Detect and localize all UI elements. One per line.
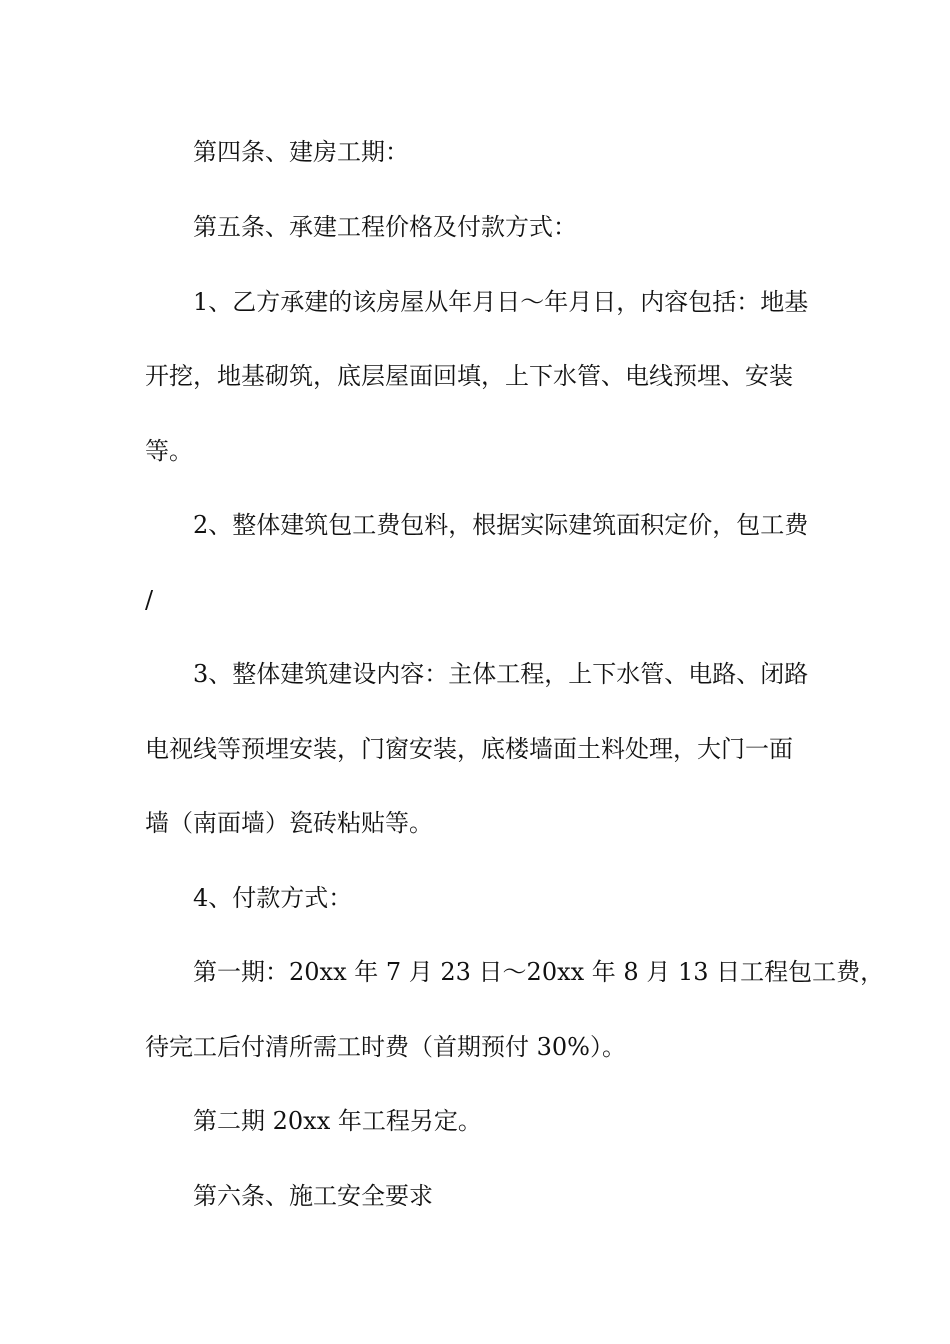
article-4-heading: 第四条、建房工期： <box>193 138 409 166</box>
paragraph-line: 3、整体建筑建设内容：主体工程，上下水管、电路、闭路 <box>193 660 809 688</box>
paragraph-line: 待完工后付清所需工时费（首期预付 30%）。 <box>145 1033 626 1061</box>
paragraph-line: 电视线等预埋安装，门窗安装，底楼墙面土料处理，大门一面 <box>145 735 793 763</box>
paragraph-line: 1、乙方承建的该房屋从年月日～年月日，内容包括：地基 <box>193 288 809 316</box>
paragraph-line: 第一期：20xx 年 7 月 23 日～20xx 年 8 月 13 日工程包工费， <box>193 958 885 986</box>
paragraph-line: 2、整体建筑包工费包料，根据实际建筑面积定价，包工费 <box>193 511 809 539</box>
paragraph-line: 墙（南面墙）瓷砖粘贴等。 <box>145 809 433 837</box>
paragraph-line: / <box>145 586 154 614</box>
paragraph-line: 等。 <box>145 437 193 465</box>
paragraph-line: 开挖，地基砌筑，底层屋面回填，上下水管、电线预埋、安装 <box>145 362 793 390</box>
article-6-heading: 第六条、施工安全要求 <box>193 1182 433 1210</box>
paragraph-line: 4、付款方式： <box>193 884 353 912</box>
paragraph-line: 第二期 20xx 年工程另定。 <box>193 1107 482 1135</box>
article-5-heading: 第五条、承建工程价格及付款方式： <box>193 213 577 241</box>
